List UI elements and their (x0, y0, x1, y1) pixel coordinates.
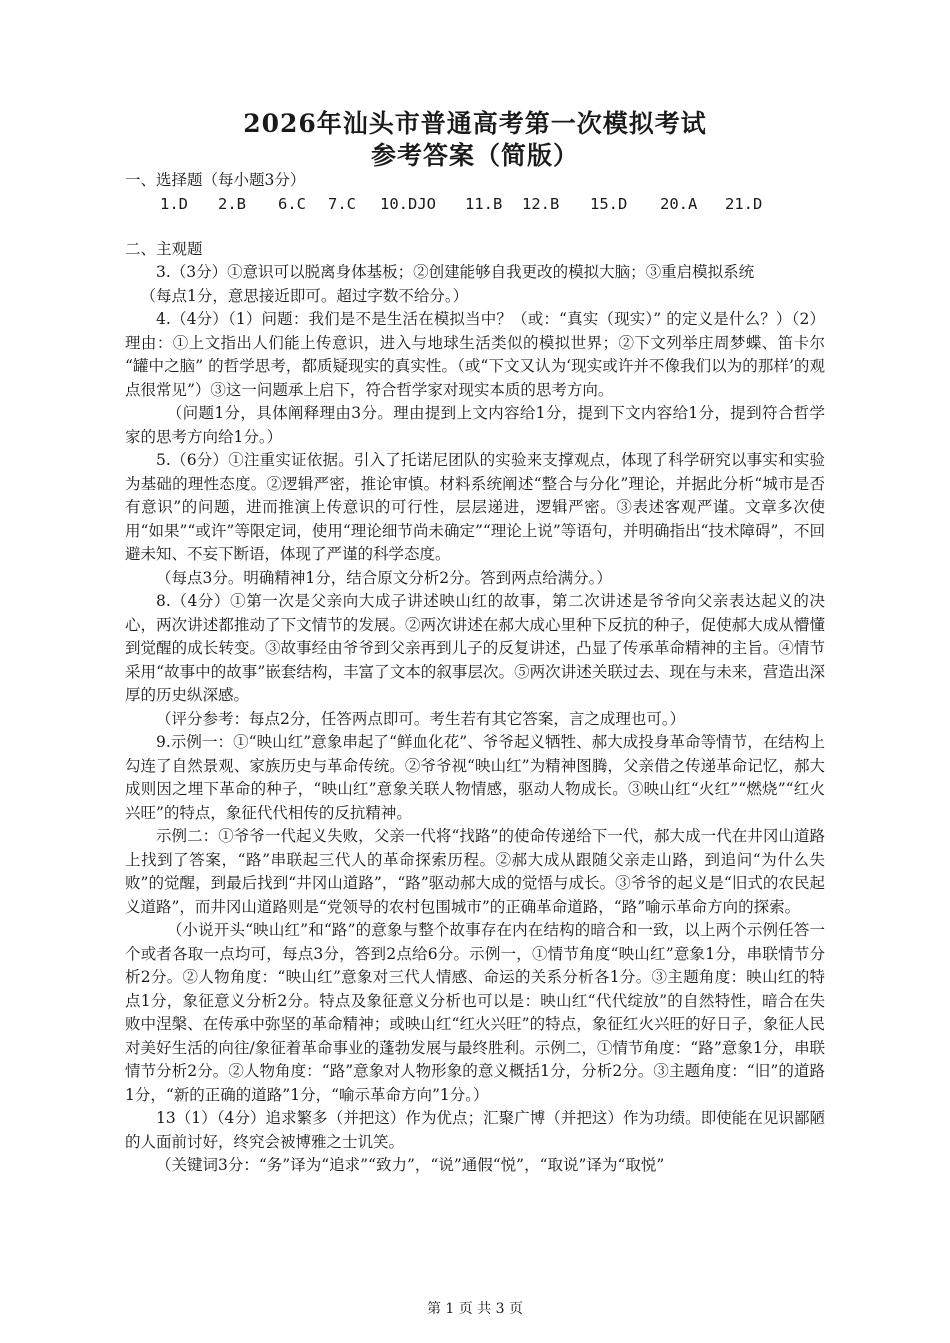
answer-item: 11.B (465, 195, 503, 213)
answer-item: 2.B (218, 195, 246, 213)
section-heading-choice: 一、选择题（每小题3分） (125, 171, 306, 189)
answer-paragraph: 9.示例一：①“映山红”意象串起了“鲜血化花”、爷爷起义牺牲、郝大成投身革命等情节，在结构上勾连了自然景观、家族历史与革命传统。②爷爷视“映山红”为精神图腾，父亲借之传递革命记忆，郝大成则因之埋下革命的种子，“映山红”意象关联人物情感，驱动人物成长。③映山红“火红”“燃烧”“红火兴旺”的特点，象征代代相传的反抗精神。 (125, 733, 825, 822)
answer-item: 20.A (660, 195, 698, 213)
scoring-note: （每点1分，意思接近即可。超过字数不给分。） (140, 286, 469, 305)
answer-item: 15.D (590, 195, 628, 213)
scoring-note: （问题1分，具体阐释理由3分。理由提到上文内容给1分，提到下文内容给1分，提到符合哲学家的思考方向给1分。） (125, 404, 825, 446)
answer-paragraph: 8.（4分）①第一次是父亲向大成子讲述映山红的故事，第二次讲述是爷爷向父亲表达起义的决心，两次讲述都推动了下文情节的发展。②两次讲述在郝大成心里种下反抗的种子，促使郝大成从懵懂到觉醒的成长转变。③故事经由爷爷到父亲再到儿子的反复讲述，凸显了传承革命精神的主旨。④情节采用“故事中的故事”嵌套结构，丰富了文本的叙事层次。⑤两次讲述关联过去、现在与未来，营造出深厚的历史纵深感。 (125, 592, 825, 704)
answer-paragraph: 13（1）（4分）追求繁多（并把这）作为优点；汇聚广博（并把这）作为功绩。即使能在见识鄙陋的人面前讨好，终究会被博雅之士讥笑。 (125, 1109, 825, 1151)
answer-body (125, 261, 825, 1178)
answer-paragraph: 示例二：①爷爷一代起义失败，父亲一代将“找路”的使命传递给下一代，郝大成一代在井冈山道路上找到了答案，“路”串联起三代人的革命探索历程。②郝大成从跟随父亲走山路，到追问“为什么失败”的觉醒，到最后找到“井冈山道路”，“路”驱动郝大成的觉悟与成长。③爷爷的起义是“旧式的农民起义道路”，而井冈山道路则是“党领导的农村包围城市”的正确革命道路，“路”喻示革命方向的探索。 (125, 827, 825, 916)
section-heading-subjective: 二、主观题 (125, 240, 203, 258)
scoring-note: （每点3分。明确精神1分，结合原文分析2分。答到两点给满分。） (156, 568, 612, 587)
page-title: 2026年汕头市普通高考第一次模拟考试 (243, 109, 707, 138)
page-subtitle: 参考答案（简版） (370, 141, 579, 170)
answer-item: 6.C (278, 195, 306, 213)
answer-item: 21.D (725, 195, 763, 213)
answer-paragraph: 4.（4分）（1）问题：我们是不是生活在模拟当中？（或：“真实（现实）” 的定义是什么？）（2）理由：①上文指出人们能上传意识，进入与地球生活类似的模拟世界；②下文列举庄周梦蝶、笛卡尔 “罐中之脑” 的哲学思考，都质疑现实的真实性。（或“下文又认为‘现实或许并不像我们以为的那样’的观点很常见”）③这一问题承上启下，符合哲学家对现实本质的思考方向。 (125, 310, 825, 399)
answer-item: 10.DJO (380, 195, 436, 213)
scoring-note: （评分参考：每点2分，任答两点即可。考生若有其它答案，言之成理也可。） (156, 709, 686, 728)
answer-item: 7.C (328, 195, 356, 213)
answer-paragraph: 5.（6分）①注重实证依据。引入了托诺尼团队的实验来支撑观点，体现了科学研究以事实和实验为基础的理性态度。②逻辑严密，推论审慎。材料系统阐述“整合与分化”理论，并据此分析“城市是否有意识”的问题，进而推演上传意识的可行性，层层递进，逻辑严密。③表述客观严谨。文章多次使用“如果”“或许”等限定词，使用“理论细节尚未确定”“理论上说”等语句，并明确指出“技术障碍”，不回避未知、不妄下断语，体现了严谨的科学态度。 (125, 451, 825, 563)
answer-item: 1.D (160, 195, 188, 213)
answer-paragraph: 3.（3分）①意识可以脱离身体基板；②创建能够自我更改的模拟大脑；③重启模拟系统 (156, 263, 755, 281)
answer-item: 12.B (522, 195, 560, 213)
scoring-note: （小说开头“映山红”和“路”的意象与整个故事存在内在结构的暗合和一致，以上两个示例任答一个或者各取一点均可，每点3分，答到2点给6分。示例一，①情节角度“映山红”意象1分，串联情节分析2分。②人物角度：“映山红”意象对三代人情感、命运的关系分析各1分。③主题角度：映山红的特点1分，象征意义分析2分。特点及象征意义分析也可以是：映山红“代代绽放”的自然特性，暗合在失败中涅槃、在传承中弥坚的革命精神；或映山红“红火兴旺”的特点，象征红火兴旺的好日子，象征人民对美好生活的向往/象征着革命事业的蓬勃发展与最终胜利。示例二，①情节角度：“路”意象1分，串联情节分析2分。②人物角度：“路”意象对人物形象的意义概括1分，分析2分。③主题角度：“旧”的道路1分，“新的正确的道路”1分，“喻示革命方向”1分。） (125, 921, 825, 1104)
page-footer: 第 1 页 共 3 页 (426, 1301, 524, 1317)
scoring-note: （关键词3分：“务”译为“追求”“致力”，“说”通假“悦”，“取说”译为“取悦” (156, 1156, 665, 1174)
